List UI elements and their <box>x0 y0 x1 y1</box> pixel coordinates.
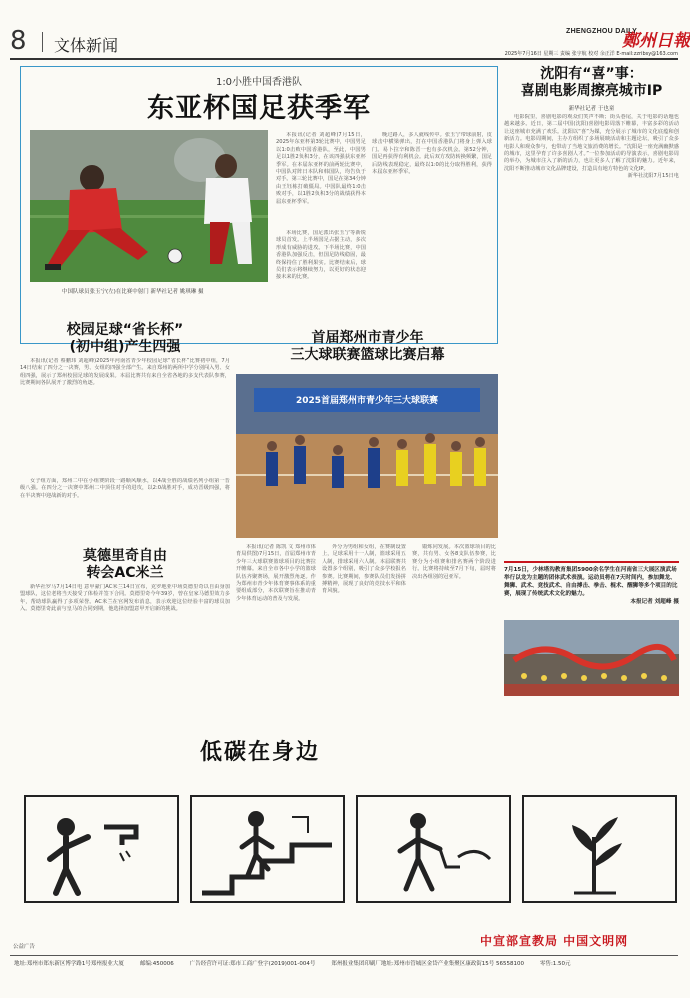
top-story-headline: 东亚杯国足获季军 <box>147 93 371 124</box>
football-photo-caption: 中国队球员张玉宁(左)在比赛中射门 新华社记者 姚琪琳 摄 <box>62 289 204 295</box>
psa-panel-tree <box>522 795 677 903</box>
campus-football-body: 本报讯(记者 蔡鹏玮 刘超峰)2025年河南省青少年校园足球“省长杯”比赛初中组，7月14日结束了四分之一决赛，男、女组的四强全部产生。来自郑州的两所中学分别闯入男、女组四强，展示了郑州校园足球的发展成果。本届比赛共有来自全省各地的多支代表队参赛，比赛期间各队展开了激烈的角逐。 <box>20 358 230 387</box>
turn-off-tap-icon <box>26 797 177 901</box>
take-stairs-icon <box>192 797 343 901</box>
dateline: 2025年7月16日 星期三 责编 张宇航 校对 余正洋 E-mail:zzribsy@163.com <box>504 51 678 57</box>
header-rule <box>10 58 678 60</box>
masthead-english: ZHENGZHOU DAILY <box>566 28 638 35</box>
shenyang-headline: 沈阳有“喜”事： 喜剧电影周擦亮城市IP <box>520 66 663 99</box>
campus-football-body-2: 女子组方面，郑州二中在小组赛阶段一路顺风顺水，以4战全胜的战绩名列小组第一晋级八强。在四分之一决赛中郑州二中顶住对手的进攻，以2:0战胜对手，成功晋级四强，将在半决赛中迎战新的对手。 <box>20 478 230 499</box>
football-photo <box>30 130 268 282</box>
basketball-column-1: 本报讯(记者 陈凯 文 郑州市体育局供图)7月15日，首届郑州市青少年三大球联赛篮球项目的比赛拉开帷幕。来自全市各中小学的篮球队伍齐聚赛场，展开激烈角逐。作为郑州市青少年体育赛事体系的重要组成部分，本次联赛旨在推动青少年体育运动的普及与发展。 <box>236 544 316 602</box>
footer <box>10 955 678 969</box>
page-number-divider <box>42 32 43 52</box>
masthead-logo: 鄭州日報 <box>622 31 690 51</box>
basketball-photo <box>236 374 498 538</box>
dragon-story-text: 7月15日，少林塔沟教育集团5900余名学生在河南省三大展区演武场举行以龙为主题的团体武术表演。运动员将在7天时间内，参加舞龙、舞狮、武术、竞技武术、自由搏击、拳击、棍术、醒狮等多个项目的比赛，展现了传统武术文化的魅力。 本报记者 刘超峰 摄 <box>504 567 679 605</box>
top-story-column-1: 本报讯(记者 刘超峰)7月15日，2025年东亚杯第3轮比赛中，中国男足以1:0击败中国香港队，至此，中国男足以1胜2负积3分，在该四强获东亚杯季军。在本届东亚杯的前两轮比赛中，中国队对阵日本队和韩国队，均告负于对手。第三轮比赛中，国足在第34分钟由王钰栋打破僵局。中国队最终1:0击败对手，以1胜2负积3分的战绩获得本届东亚杯季军。 <box>276 132 366 205</box>
modric-headline: 莫德里奇自由 转会AC米兰 <box>83 548 167 581</box>
modric-body: 新华社罗马7月14日电 意甲豪门AC米兰14日宣布，克罗地亚中场莫德里奇以自由身加盟球队，这位老将当天接受了体检并签下合同。莫德里奇今年39岁，曾在皇家马德里效力多年，帮助球队赢得了多项荣誉。AC米兰在官网发布消息，表示欢迎这位经验丰富的球员加入。莫德里奇此前与皇马的合同到期，他选择加盟意甲开启新的挑战。 <box>20 584 230 613</box>
psa-credit: 中宣部宣教局 中国文明网 <box>480 934 629 948</box>
footer-license: 广告经营许可证:郑市工商广登字(2019)001-004号 <box>189 961 316 967</box>
campus-football-headline: 校园足球“省长杯” (初中组)产生四强 <box>66 322 184 355</box>
basketball-column-2: 外分为男组和女组，在赛制设置上，足球采用十一人制，篮球采用五人制，排球采用六人制。本届联赛共设置多个组别，吸引了众多学校报名参赛。比赛期间，参赛队员们发扬拼搏精神，展现了良好的竞技水平和体育风貌。 <box>322 544 406 595</box>
psa-panel-walk <box>356 795 511 903</box>
footer-printer: 郑州报业集团印刷厂地址:郑州市管城区金岱产业集聚区康政街15号 56558100 <box>331 961 524 967</box>
top-story-column-1b: 本场比赛，国足派出张玉宁等新锐球员首发。上半场国足占据主动，多次形成有威胁的进攻。下半场比赛，中国香港队加强反击，但国足防线稳固，最终保持住了胜利果实。比赛结束后，球员们表示将继续努力，以更好的状态迎接未来的比赛。 <box>276 230 366 281</box>
psa-panel-tap <box>24 795 179 903</box>
page-number: 8 <box>10 26 27 56</box>
top-story-column-2: 晚过路人，多人就线传中。张玉宁带球前射，皮球击中横梁弹出，打在中国香港队门将身上弹入球门。易卜拉辛和陈晋一也有多次机会。第52分钟，国足再获得有利机会。此后双方攻防转换频繁，国足后防线表现稳定，最终以1:0的比分取得胜利，获得本届东亚杯季军。 <box>372 132 492 176</box>
section-title: 文体新闻 <box>54 36 119 55</box>
top-story-kicker: 1:0小胜中国香港队 <box>215 77 303 88</box>
walk-icon <box>358 797 509 901</box>
footer-address: 地址:郑州市郑东新区博学路1号郑州报业大厦 <box>14 961 124 967</box>
plant-tree-icon <box>524 797 675 901</box>
shenyang-byline: 新华社记者 于也童 <box>568 106 615 112</box>
shenyang-body: 电影院里，喜剧电影的观众们笑声不断；街头巷尾，关于电影的话题也越来越多。近日，第二届中国(沈阳)喜剧电影周落下帷幕，丰富多彩的活动让这座城市充满了欢乐。沈阳以“喜”为媒，充分展示了城市的文化底蕴和创新活力。电影周期间，主办方组织了多场展映活动和主题论坛，吸引了众多电影人和观众参与，也带动了当地文旅消费的增长。“沈阳是一座充满幽默感的城市，这里孕育了许多喜剧人才。”一位参加活动的导演表示，喜剧电影周的举办，为城市注入了新的活力，也让更多人了解了沈阳的魅力。近年来，沈阳不断推动城市文化品牌建设，打造具有地方特色的文化IP。 新华社沈阳7月15日电 <box>504 114 679 180</box>
basketball-headline: 首届郑州市青少年 三大球联赛篮球比赛启幕 <box>290 330 445 363</box>
psa-label: 公益广告 <box>13 944 36 950</box>
footer-price: 零售:1.50元 <box>539 961 571 967</box>
psa-panel-stairs <box>190 795 345 903</box>
dragon-dance-photo <box>504 620 679 696</box>
dragon-story-rule <box>504 561 679 563</box>
footer-zip: 邮编:450006 <box>139 961 174 967</box>
psa-title: 低碳在身边 <box>200 740 321 765</box>
basketball-column-3: 锻炼同发展。本次篮球项目的比赛，共有男、女各8支队伍参赛，比赛分为小组赛和排名赛两个阶段进行。比赛将持续至7月下旬，届时将决出各组别的冠亚军。 <box>412 544 496 580</box>
basketball-banner: 2025首届郑州市青少年三大球联赛 <box>295 396 439 406</box>
